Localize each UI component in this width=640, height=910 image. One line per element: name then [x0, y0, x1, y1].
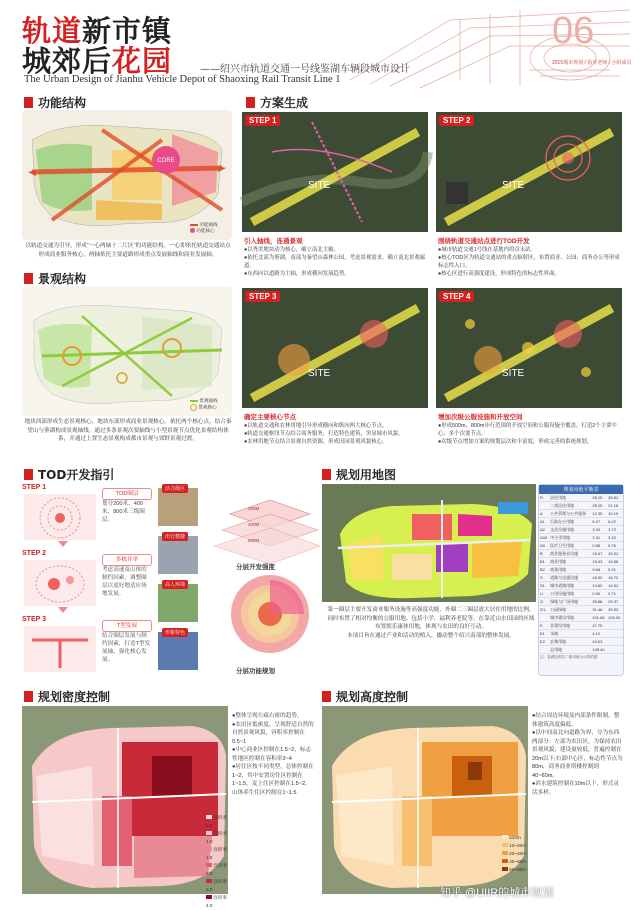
landuse-table-body	[539, 494, 623, 654]
landuse-table-cell: 公园绿地	[549, 606, 591, 614]
title-line2-part-b: 花园	[112, 44, 173, 78]
landuse-table-cell: 14.91	[607, 582, 623, 590]
landuse-table-cell	[607, 630, 623, 638]
landuse-table-cell: U	[539, 590, 549, 598]
landuse-table-row	[539, 638, 623, 646]
tod-arrow-down	[58, 541, 68, 547]
landuse-table-cell: 25.15	[591, 502, 607, 510]
landuse-table-cell: 2.31	[591, 534, 607, 542]
landuse-table-row	[539, 518, 623, 526]
landuse-table-cell: 3.72	[607, 526, 623, 534]
title-line2-part-a: 城郊后	[22, 44, 113, 78]
landuse-table-cell: 总用地	[549, 646, 591, 654]
landuse-table-cell: 3.30	[591, 526, 607, 534]
landuse-table-cell: 商务用地	[549, 566, 591, 574]
landuse-table-cell: B2	[539, 566, 549, 574]
tod-photo-environment	[158, 584, 198, 622]
section-title-landuse: 规划用地图	[322, 466, 396, 483]
landuse-table-cell: 149.40	[591, 646, 607, 654]
section-title-tod: TOD开发指引	[24, 466, 114, 483]
scheme-step2-bullets: ●城市轨道交通1号线在基地内的首末站。 ●核心TOD区为轨道交通站的重点辐射区，布置商业、公园、商务办公等形成标志性入口。 ●核心区进行高强度建设，形成特色的标志性界面。	[438, 247, 620, 277]
landuse-table-cell: 29.37	[607, 598, 623, 606]
landuse-table-cell: G1	[539, 606, 549, 614]
landuse-table-cell	[539, 614, 549, 622]
landuse-table-cell: 4.12	[591, 630, 607, 638]
landuse-table-cell: 15.31	[607, 550, 623, 558]
landuse-table-cell: B	[539, 550, 549, 558]
landscape-caption: 地块西部形成生态景观核心，地块东部形成商业景观核心。依托两个核心点，结合秦望山与鉴湖构成景观轴线。通过多条景观次要轴线与小型景观节点优化景观结构体系，并通过上置生态景观构成都市景观与郊野景观过渡。	[24, 419, 232, 442]
landuse-table-cell: E1	[539, 630, 549, 638]
landuse-table-row	[539, 574, 623, 582]
landuse-table-row	[539, 534, 623, 542]
landuse-table-cell: 0.58	[591, 542, 607, 550]
tod-step2-diagram	[24, 560, 96, 606]
header-meta: 2015城市规划 / 指导老师 / 小组成员	[552, 60, 632, 66]
landuse-table-cell	[539, 502, 549, 510]
height-legend: ≤10m 10~20m 20~40m 40~60m 60~80m	[502, 834, 526, 874]
landuse-table-cell: R	[539, 494, 549, 502]
landuse-table-cell: 26.15	[591, 494, 607, 502]
landuse-table-cell: 12.35	[591, 510, 607, 518]
height-map	[322, 706, 528, 894]
landuse-table-cell: 16.47	[591, 550, 607, 558]
tod-photo-transit	[158, 536, 198, 574]
tod-level-200: 200M	[248, 506, 260, 511]
scheme-step1-head: 引入轴线，连通景观	[244, 238, 303, 245]
landuse-table-cell: G	[539, 598, 549, 606]
section-title-density: 规划密度控制	[24, 688, 110, 705]
landuse-table-row	[539, 494, 623, 502]
landuse-table-cell: 医疗卫生用地	[549, 542, 591, 550]
function-caption: 以轨道交通为引导，形成“一心两轴十二片区”的功能结构。一心即依托轨道交通站点形成商业服务核心，两轴依托主要道路形成重点发展轴线和商业发展轴。	[25, 243, 231, 258]
landuse-table-cell: S	[539, 574, 549, 582]
landuse-table	[538, 484, 624, 676]
landuse-table-cell: A33	[540, 535, 548, 540]
tod-diagram-title: 分层开发强度	[236, 564, 275, 571]
scheme-step1-bullets: ●以秀美地块动为核心，确立南北主轴。 ●依托北部为鉴湖，南部为秦望山森林公园，考虑景观需求，确立南北景观廊道。 ●东西向以道路为主轴，形成横向发展趋势。	[244, 247, 426, 277]
scheme-step4-map	[436, 288, 622, 408]
scheme-step4-label: STEP 4	[439, 291, 474, 302]
subtitle-cn: ——绍兴市轨道交通一号线鉴湖车辆段城市设计	[200, 64, 410, 75]
landuse-table-cell: 14.80	[591, 582, 607, 590]
landuse-table-cell: 绿地与广场用地	[549, 598, 591, 606]
landuse-table-row	[539, 614, 623, 622]
tod-step3-text: T型发展 结合圈层发展与制约因素，打造T型发展轴，强化核心发展。	[102, 620, 152, 664]
landuse-table-cell: 农林用地	[549, 638, 591, 646]
landuse-table-cell: A1	[539, 518, 549, 526]
landuse-table-cell: 10.19	[607, 510, 623, 518]
scheme-step1-map	[242, 112, 428, 232]
landuse-table-cell	[607, 622, 623, 630]
landuse-table-cell: 35.88	[591, 598, 607, 606]
tod-photo-tag: 形象特色	[162, 628, 188, 637]
scheme-step3-bullets: ●以轨道交通和农林用地引导形成横向和纵向两大核心节点。 ●轨道交通枢纽节点结合商务服务，打造特色建筑，突显城市风貌。 ●农林用地节点结合景观自然资源，形成田园景观风貌核心。	[244, 423, 404, 445]
landuse-table-cell: 0.90	[591, 590, 607, 598]
landuse-table-cell: 47.75	[591, 622, 607, 630]
tod-step2-text: 多核并举 考虑高速及山体的制约因素，调整圈层以更好地适应场地发展。	[102, 554, 152, 598]
core-label: CORE	[157, 158, 175, 164]
landuse-table-cell: 16.90	[591, 574, 607, 582]
section-bar	[24, 97, 33, 108]
tod-step3-diagram	[24, 626, 96, 672]
tod-step1-diagram	[24, 494, 96, 540]
landuse-table-cell: 0.76	[607, 542, 623, 550]
scheme-step1-label: STEP 1	[245, 115, 280, 126]
tod-photo-tag: 出行便捷	[162, 532, 188, 541]
landuse-table-cell: 16.72	[607, 574, 623, 582]
landuse-table-cell: A5	[539, 542, 549, 550]
landuse-table-row	[539, 646, 623, 654]
landuse-table-cell: 中小学用地	[549, 534, 591, 542]
landuse-table-cell: A	[539, 510, 549, 518]
tod-photo-tag: 活力街区	[162, 484, 188, 493]
landuse-table-row	[539, 558, 623, 566]
landuse-table-row	[539, 510, 623, 518]
tod-step1-text: TOD圈层 划分200米、400米、800米三级圈层。	[102, 488, 152, 524]
function-map	[22, 110, 232, 240]
landuse-table-title: 规划用地平衡表	[539, 485, 623, 494]
tod-diagram-title2: 分层功能规划	[236, 668, 275, 675]
scheme-step3-site: SITE	[308, 368, 331, 379]
scheme-step4-bullets: ●形成500m、800m步行范围的开放空间和公服设施全覆盖，打造2个主要中心，多个次要节点。 ●次级节点增加方案的规划层次和丰富度，形成完善的系统规划。	[438, 423, 617, 445]
section-title-scheme: 方案生成	[246, 94, 308, 111]
scheme-step4-head: 增加次级公服设施和开放空间	[438, 414, 523, 421]
landuse-caption: 第一圈层主要开发商业服务设施等高强度功能，外圈二三圈层放大居住用地的比例，同时布置了相对均衡的公服用地，包括小学、福利养老院等。在靠近山水田园的区域布置娱乐康体用地，体现与农田的良好互动。 本项目旨在通过产业和活动的植入，撬动整个绍兴南部的整体发展。	[327, 607, 535, 639]
landuse-table-row	[539, 566, 623, 574]
landuse-table-cell: 9.66	[591, 566, 607, 574]
landuse-table-cell: 公用设施用地	[549, 590, 591, 598]
tod-photo-tag: 高人环境	[162, 580, 188, 589]
tod-step3-label: STEP 3	[22, 616, 46, 623]
tod-arrow-down	[58, 607, 68, 613]
main-title-line1	[22, 14, 172, 48]
scheme-step2-site: SITE	[502, 180, 525, 191]
title-line1-part-a: 轨道	[22, 14, 83, 48]
section-title-height: 规划高度控制	[322, 688, 408, 705]
watermark: 知乎 @UIIR的城市规划	[440, 887, 554, 899]
landuse-table-cell: A2	[539, 526, 549, 534]
landuse-table-cell: 公共管理与公共服务	[549, 510, 591, 518]
landuse-table-row	[539, 526, 623, 534]
section-title-function: 功能结构	[24, 94, 86, 111]
landuse-table-cell: 0.71	[607, 590, 623, 598]
landuse-table-row	[539, 630, 623, 638]
landuse-table-row	[539, 542, 623, 550]
scheme-step3-map	[242, 288, 428, 408]
tod-photo-street	[158, 488, 198, 526]
main-title-line2	[22, 44, 172, 78]
landuse-table-cell: E2	[539, 638, 549, 646]
scheme-step4-site: SITE	[502, 368, 525, 379]
tod-strata-diagram	[210, 484, 320, 676]
landuse-table-cell: 101.65	[591, 614, 607, 622]
landuse-table-row	[539, 622, 623, 630]
landuse-table-cell: 居住用地	[549, 494, 591, 502]
landuse-table-cell: 6.22	[607, 518, 623, 526]
landuse-table-row	[539, 598, 623, 606]
subtitle-en: The Urban Design of Jianhu Vehicle Depot of Shaoxing Rail Transit Line 1	[24, 74, 341, 85]
landuse-table-cell: B1	[539, 558, 549, 566]
landuse-table-cell	[539, 646, 549, 654]
section-title-landscape: 景观结构	[24, 270, 86, 287]
landuse-table-cell: 城市道路用地	[549, 582, 591, 590]
landuse-table-cell: 100.00	[607, 614, 623, 622]
landuse-table-cell: 28.81	[607, 494, 623, 502]
landuse-table-cell: S1	[539, 582, 549, 590]
landuse-table-cell: 5.21	[607, 566, 623, 574]
landuse-table-cell: 商业用地	[549, 558, 591, 566]
landuse-table-cell: 6.27	[591, 518, 607, 526]
landuse-table-cell: E	[539, 622, 549, 630]
scheme-step1-site: SITE	[308, 180, 331, 191]
title-line1-part-b: 新市镇	[82, 14, 173, 48]
scheme-step2-map	[436, 112, 622, 232]
landuse-table-cell: 城市建设用地	[549, 614, 591, 622]
landuse-map	[322, 484, 536, 602]
tod-step1-label: STEP 1	[22, 484, 46, 491]
tod-steps	[22, 484, 322, 680]
scheme-step2-label: STEP 2	[439, 115, 474, 126]
landuse-table-note: 注：鉴湖范围以二级用地为计算依据	[540, 655, 598, 659]
landuse-table-cell	[607, 646, 623, 654]
height-bullets: ●结合周边环境及内部条件限制，整体建筑高度偏低。 ●以中间南北向道路为界，分为东西两部分：左部为农田区，为保持农田景观风貌，建设量较低，普遍控制在20m以下;右部中心区，标志性节点为80m，商务商业塔楼控制到40~60m。 ●滨水建筑控制在10m以下，形式灵活多样。	[532, 713, 623, 796]
density-map	[22, 706, 228, 908]
density-legend: 容积率0.5 容积率1.0 容积率1.5 容积率2.0 容积率3.0 容积率4.0	[206, 815, 228, 908]
landuse-table-cell: 25.93	[607, 606, 623, 614]
landuse-table-cell: 10.96	[607, 558, 623, 566]
landuse-table-cell: 商业服务业设施	[549, 550, 591, 558]
landuse-table-cell: 31.46	[591, 606, 607, 614]
landuse-table-cell: 行政办公用地	[549, 518, 591, 526]
landuse-table-row	[539, 606, 623, 614]
tod-step2-label: STEP 2	[22, 550, 46, 557]
landuse-table-cell: 43.63	[591, 638, 607, 646]
landuse-table-cell: 3.22	[607, 534, 623, 542]
landuse-table-cell: 非建设用地	[549, 622, 591, 630]
landuse-table-cell: 文化设施用地	[549, 526, 591, 534]
landuse-table-cell: 15.43	[591, 558, 607, 566]
landscape-legend: 景观轴线 景观核心	[190, 398, 218, 411]
function-legend: 功能轴线 功能核心	[190, 222, 218, 234]
landuse-table-row	[539, 582, 623, 590]
scheme-step2-head: 围绕轨道交通站点进行TOD开发	[438, 238, 530, 245]
tod-level-800: 800M	[248, 538, 260, 543]
tod-photo-image	[158, 632, 198, 670]
landuse-table-row	[539, 502, 623, 510]
landscape-map	[22, 286, 232, 416]
landuse-table-cell: 道路与交通设施	[549, 574, 591, 582]
density-bullets: ●整体呈现左疏右密的趋势。 ●农田区低密度，呈现舒适自然的自然景观风貌，容积率控制在0.5~1 ●中心商业区控制在1.5~2，标志性地区控制在容积率3~4 ●居住区按不同类型，总体控制在1~2，其中安置房住区控制在1~1.5，麦上住区控制在1.5~2，山体养生住区控制在1~1.5	[232, 713, 314, 796]
scheme-step3-label: STEP 3	[245, 291, 280, 302]
scheme-step3-head: 确定主要核心节点	[244, 414, 296, 421]
page-number: 06	[552, 10, 595, 52]
landuse-table-row	[539, 550, 623, 558]
landuse-table-row	[539, 590, 623, 598]
tod-level-400: 400M	[248, 522, 260, 527]
landuse-table-cell: 水域	[549, 630, 591, 638]
landuse-table-cell: 21.16	[607, 502, 623, 510]
landuse-table-cell: 二类居住用地	[549, 502, 591, 510]
landuse-table-cell	[607, 638, 623, 646]
